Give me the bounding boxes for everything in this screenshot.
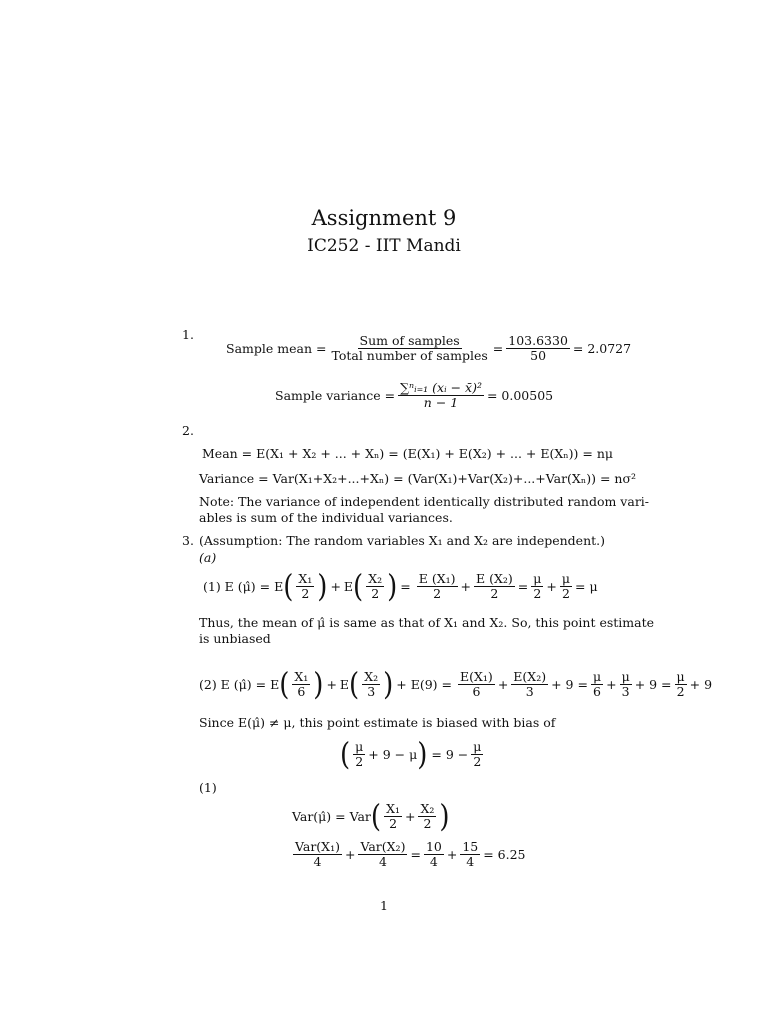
fraction-denominator: 2: [371, 586, 380, 602]
fraction-numerator: X₂: [368, 571, 383, 586]
sample-mean-value-fraction: [506, 334, 570, 364]
fraction-numerator: Sum of samples: [359, 333, 460, 348]
sample-variance-equation: [275, 381, 553, 411]
fraction: [531, 572, 543, 602]
fraction-denominator: 2: [490, 586, 499, 602]
plus-nine: + 9 =: [551, 677, 588, 693]
fraction-denominator: 6: [472, 684, 481, 700]
question-1-number: 1.: [182, 327, 194, 342]
fraction-numerator: ∑ⁿᵢ₌₁ (xᵢ − x̄)²: [400, 380, 482, 395]
fraction-denominator: 4: [313, 854, 322, 870]
fraction-denominator: 6: [593, 684, 601, 700]
fraction-numerator: E (X₂): [476, 571, 513, 586]
sample-mean-fraction: [329, 334, 489, 364]
fraction-numerator: E(X₂): [513, 669, 547, 684]
fraction-numerator: 10: [425, 839, 442, 854]
mean-estimate-equation-2: [199, 666, 713, 703]
assumption-line: (Assumption: The random variables X₁ and X₂ are independent.): [199, 533, 605, 548]
fraction-denominator: 3: [367, 684, 376, 700]
fraction: [474, 572, 515, 602]
variance-line: Variance = Var(X₁+X₂+...+Xₙ) = (Var(X₁)+Var(X₂)+...+Var(Xₙ)) = nσ²: [199, 471, 636, 486]
plus-nine: + 9 =: [634, 677, 672, 693]
equation-end: + 9: [689, 677, 713, 693]
fraction-denominator: 3: [525, 684, 534, 700]
fraction-numerator: Var(X₂): [360, 839, 406, 854]
variance-estimate-equation-2: [290, 840, 526, 870]
fraction: [511, 670, 548, 700]
equation-prefix: (1) E (μ̂) = E: [203, 579, 284, 595]
fraction-numerator: μ: [592, 669, 602, 684]
note-line-1: Note: The variance of independent identically distributed random vari-: [199, 494, 650, 509]
fraction-numerator: X₂: [420, 801, 435, 816]
sample-mean-equation: [226, 334, 631, 364]
fraction-numerator: μ: [533, 571, 542, 586]
close-paren: ): [383, 666, 394, 703]
fraction-denominator: 2: [561, 586, 570, 602]
equals-sign: =: [517, 579, 529, 595]
fraction: [292, 670, 310, 700]
fraction: [353, 740, 365, 770]
expectation-symbol: E: [343, 579, 354, 595]
bias-equals: = 9 −: [431, 747, 469, 763]
fraction: [424, 840, 444, 870]
fraction: [620, 670, 632, 700]
open-paren: (: [349, 666, 360, 703]
open-paren: (: [340, 736, 351, 773]
page-subtitle: IC252 - IIT Mandi: [307, 236, 461, 256]
fraction-numerator: μ: [355, 739, 364, 754]
plus-sign: +: [326, 677, 337, 693]
bias-equation: [340, 736, 486, 773]
equals-sign: =: [410, 847, 421, 863]
sample-mean-result: = 2.0727: [572, 341, 632, 357]
plus-sign: +: [405, 809, 416, 825]
close-paren: ): [439, 798, 450, 835]
close-paren: ): [417, 736, 428, 773]
fraction-numerator: X₂: [364, 669, 379, 684]
fraction: [591, 670, 603, 700]
unbiased-line-2: is unbiased: [199, 631, 271, 646]
fraction-denominator: 4: [429, 854, 438, 870]
fraction-numerator: μ: [676, 669, 685, 684]
fraction: [471, 740, 483, 770]
fraction-denominator: 4: [466, 854, 475, 870]
equation-result: = 6.25: [483, 847, 526, 863]
variance-estimate-equation-1: [292, 798, 450, 835]
close-paren: ): [317, 568, 328, 605]
fraction-denominator: 2: [433, 586, 442, 602]
fraction-numerator: μ: [473, 739, 482, 754]
mean-estimate-equation-1: [203, 568, 598, 605]
note-line-2: ables is sum of the individual variances.: [199, 510, 453, 525]
fraction-denominator: n − 1: [423, 395, 459, 411]
expectation-symbol: E: [339, 677, 350, 693]
page-number: 1: [380, 898, 388, 913]
fraction-numerator: 103.6330: [508, 333, 568, 348]
fraction-numerator: X₁: [386, 801, 400, 816]
equation-prefix: (2) E (μ̂) = E: [199, 677, 280, 693]
fraction: [293, 840, 342, 870]
fraction: [362, 670, 380, 700]
open-paren: (: [353, 568, 364, 605]
fraction-numerator: X₁: [294, 669, 309, 684]
fraction-numerator: μ: [621, 669, 630, 684]
open-paren: (: [279, 666, 290, 703]
fraction-denominator: 50: [530, 348, 547, 364]
fraction-numerator: μ: [561, 571, 570, 586]
part-1-label: (1): [199, 780, 217, 795]
fraction: [675, 670, 687, 700]
bias-middle: + 9 − μ: [368, 747, 418, 763]
open-paren: (: [370, 798, 382, 835]
fraction-numerator: E (X₁): [418, 571, 456, 586]
question-2-number: 2.: [182, 423, 194, 438]
unbiased-line-1: Thus, the mean of μ̂ is same as that of X₁ and X₂. So, this point estimate: [199, 615, 655, 630]
expectation-of-constant: + E(9) =: [396, 677, 453, 693]
plus-sign: +: [497, 677, 509, 693]
plus-sign: +: [330, 579, 341, 595]
plus-sign: +: [460, 579, 472, 595]
part-a-label: (a): [199, 550, 217, 565]
close-paren: ): [387, 568, 398, 605]
fraction: [458, 670, 495, 700]
page-title: Assignment 9: [311, 206, 457, 230]
fraction-denominator: 2: [423, 816, 432, 832]
fraction-denominator: 2: [355, 754, 364, 770]
sample-variance-label: Sample variance =: [275, 388, 396, 404]
open-paren: (: [283, 568, 294, 605]
sample-mean-label: Sample mean =: [226, 341, 327, 357]
fraction-numerator: X₁: [298, 571, 313, 586]
fraction: [418, 802, 436, 832]
plus-sign: +: [446, 847, 458, 863]
equals-sign: =: [492, 341, 504, 357]
fraction: [358, 840, 407, 870]
plus-sign: +: [606, 677, 617, 693]
fraction: [384, 802, 402, 832]
fraction-denominator: 2: [389, 816, 398, 832]
equals-sign: =: [400, 579, 411, 595]
fraction: [366, 572, 384, 602]
fraction: [460, 840, 480, 870]
question-3-number: 3.: [182, 533, 194, 548]
sample-variance-fraction: [398, 381, 484, 411]
fraction-numerator: Var(X₁): [295, 839, 340, 854]
fraction-denominator: 6: [297, 684, 306, 700]
fraction-denominator: 4: [378, 854, 387, 870]
equation-prefix: Var(μ̂) = Var: [292, 809, 371, 825]
biased-line: Since E(μ̂) ≠ μ, this point estimate is biased with bias of: [199, 715, 556, 730]
fraction-denominator: Total number of samples: [331, 348, 488, 364]
sample-variance-result: = 0.00505: [486, 388, 554, 404]
fraction-denominator: 2: [473, 754, 482, 770]
mean-line: Mean = E(X₁ + X₂ + ... + Xₙ) = (E(X₁) + E(X₂) + ... + E(Xₙ)) = nμ: [202, 446, 614, 461]
equation-result: = μ: [575, 579, 598, 595]
fraction: [560, 572, 572, 602]
fraction-numerator: 15: [462, 839, 479, 854]
plus-sign: +: [546, 579, 557, 595]
fraction: [417, 572, 458, 602]
fraction-denominator: 3: [621, 684, 630, 700]
fraction-denominator: 2: [301, 586, 310, 602]
close-paren: ): [313, 666, 324, 703]
fraction-denominator: 2: [676, 684, 685, 700]
plus-sign: +: [344, 847, 356, 863]
fraction: [296, 572, 314, 602]
fraction-numerator: E(X₁): [460, 669, 493, 684]
fraction-denominator: 2: [533, 586, 542, 602]
